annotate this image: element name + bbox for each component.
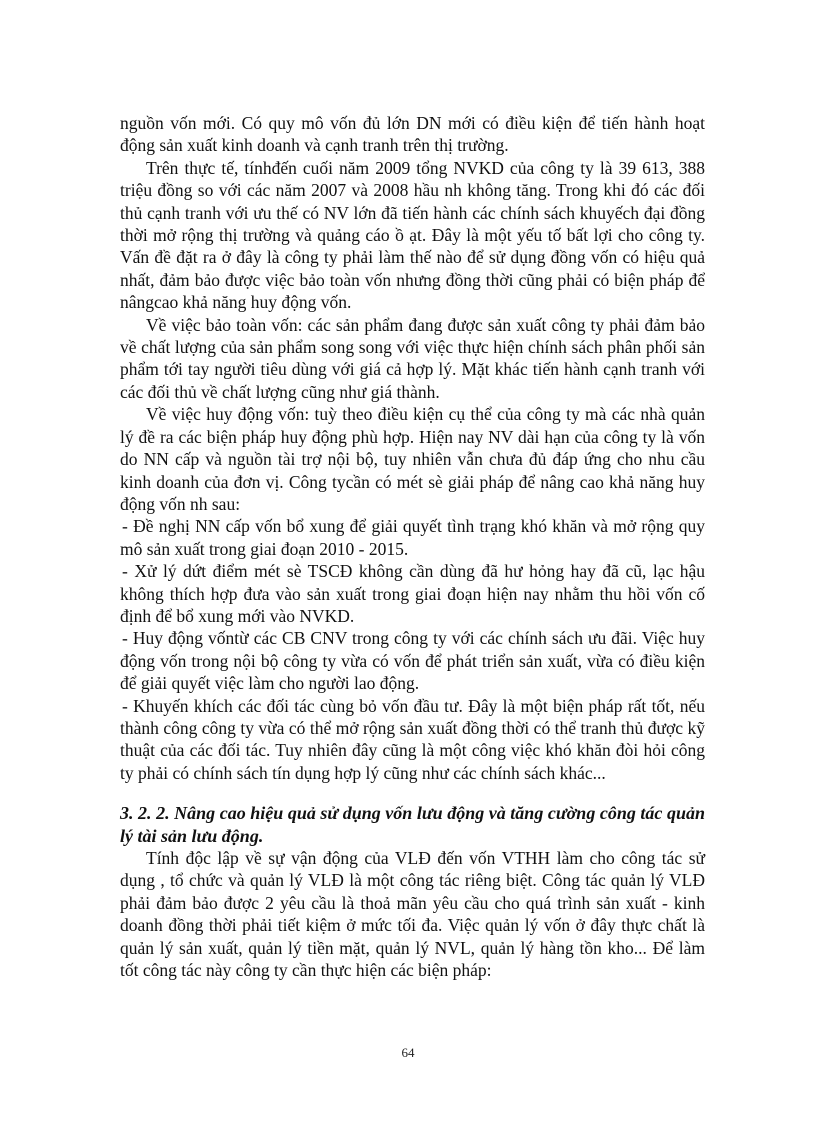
paragraph-vld: Tính độc lập về sự vận động của VLĐ đến vốn VTHH làm cho công tác sử dụng , tổ chức và quản lý VLĐ là một công tác riêng biệt. Công tác quản lý VLĐ phải đảm bảo được 2 yêu cầu là thoả mãn yêu cầu cho quá trình sản xuất - kinh doanh đồng thời phải tiết kiệm ở mức tối đa. Việc quản lý vốn ở đây thực chất là quản lý sản xuất, quản lý tiền mặt, quản lý NVL, quản lý hàng tồn kho... Để làm tốt công tác này công ty cần thực hiện các biện pháp: (120, 848, 705, 981)
paragraph-huy-dong-von: Về việc huy động vốn: tuỳ theo điều kiện cụ thể của công ty mà các nhà quản lý đề ra các biện pháp huy động phù hợp. Hiện nay NV dài hạn của công ty là vốn do NN cấp và nguồn tài trợ nội bộ, tuy nhiên vẫn chưa đủ đáp ứng cho nhu cầu kinh doanh của đơn vị. Công tycần có mét sè giải pháp để nâng cao khả năng huy động vốn nh sau: (120, 404, 705, 514)
bullet-item: - Đề nghị NN cấp vốn bổ xung để giải quyết tình trạng khó khăn và mở rộng quy mô sản xuất trong giai đoạn 2010 - 2015. (120, 516, 705, 559)
document-page (120, 112, 705, 981)
page-number: 64 (401, 1045, 415, 1060)
section-heading: 3. 2. 2. Nâng cao hiệu quả sử dụng vốn lưu động và tăng cường công tác quản lý tài sản lưu động. (120, 803, 705, 846)
paragraph-intro: nguồn vốn mới. Có quy mô vốn đủ lớn DN mới có điều kiện để tiến hành hoạt động sản xuất kinh doanh và cạnh tranh trên thị trường. (120, 113, 705, 156)
bullet-item: - Xử lý dứt điểm mét sè TSCĐ không cần dùng đã hư hỏng hay đã cũ, lạc hậu không thích hợp đưa vào sản xuất trong giai đoạn hiện nay nhằm thu hồi vốn cố định để bổ xung mới vào NVKD. (120, 561, 705, 626)
bullet-item: - Khuyến khích các đối tác cùng bỏ vốn đầu tư. Đây là một biện pháp rất tốt, nếu thành công công ty vừa có thể mở rộng sản xuất đồng thời có thể tranh thủ được kỹ thuật của các đối tác. Tuy nhiên đây cũng là một công việc khó khăn đòi hỏi công ty phải có chính sách tín dụng hợp lý cũng như các chính sách khác... (120, 695, 705, 783)
paragraph-bao-toan-von: Về việc bảo toàn vốn: các sản phẩm đang được sản xuất công ty phải đảm bảo về chất lượng của sản phẩm song song với việc thực hiện chính sách phân phối sản phẩm tới tay người tiêu dùng với giá cả hợp lý. Mặt khác tiến hành cạnh tranh với các đối thủ về chất lượng cũng như giá thành. (120, 314, 705, 402)
paragraph-nvkd: Trên thực tế, tínhđến cuối năm 2009 tổng NVKD của công ty là 39 613, 388 triệu đồng so với các năm 2007 và 2008 hầu nh không tăng. Trong khi đó các đối thủ cạnh tranh với ưu thế có NV lớn đã tiến hành các chính sách khuyếch đại đồng thời mở rộng thị trường và quảng cáo ồ ạt. Đây là một yếu tố bất lợi cho công ty. Vấn đề đặt ra ở đây là công ty phải làm thế nào để sử dụng đồng vốn có hiệu quả nhất, đảm bảo được việc bảo toàn vốn nhưng đồng thời cũng phải có biện pháp để nângcao khả năng huy động vốn. (120, 157, 705, 313)
bullet-item: - Huy động vốntừ các CB CNV trong công ty với các chính sách ưu đãi. Việc huy động vốn trong nội bộ công ty vừa có vốn để phát triển sản xuất, vừa có điều kiện để giải quyết việc làm cho người lao động. (120, 628, 705, 694)
